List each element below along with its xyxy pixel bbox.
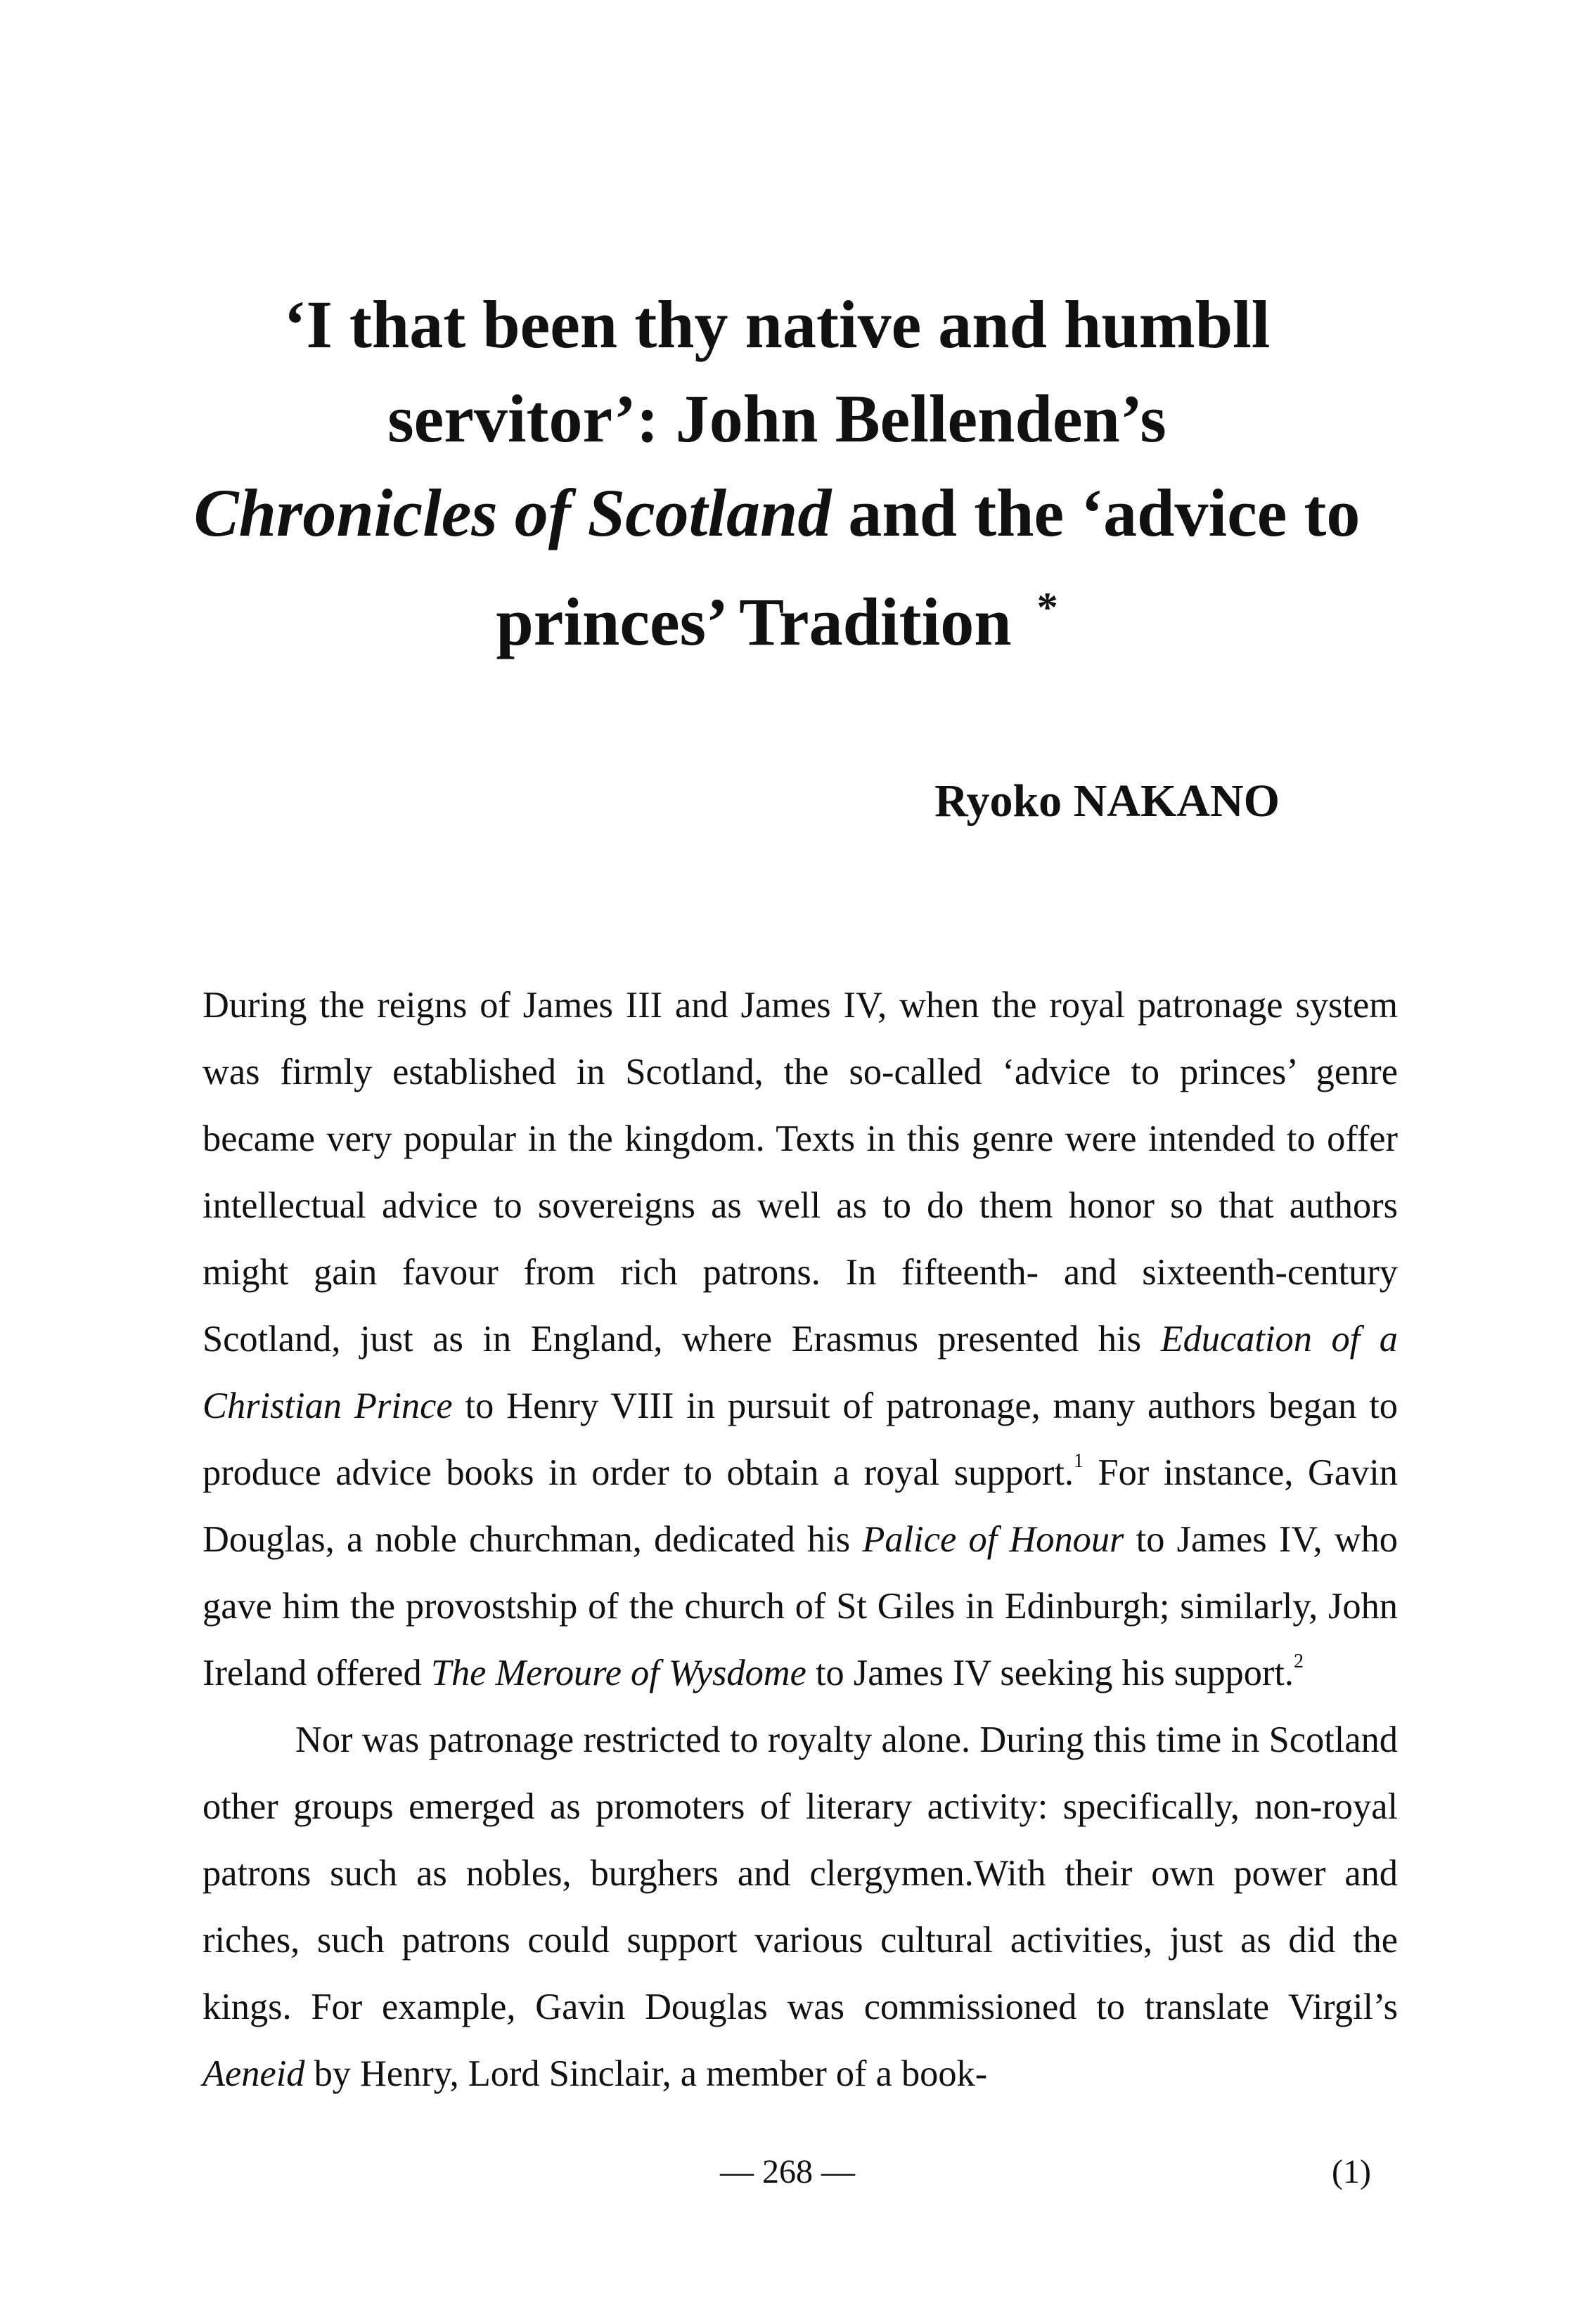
- body-text-run: to James IV seeking his support.: [806, 1653, 1294, 1693]
- body-text-run: to Henry VIII in pursuit of patronage, many authors began to produce advice books in order to obtain a royal support.: [202, 1386, 1398, 1493]
- italic-work-title: Palice of Honour: [862, 1519, 1124, 1560]
- body-paragraph: [202, 972, 1398, 1707]
- page-number: — 268 —: [720, 2153, 855, 2190]
- title-line-1: ‘I that been thy native and humbll: [283, 287, 1271, 362]
- title-line-4-text: princes’ Tradition: [496, 584, 1012, 659]
- body-text-run: During the reigns of James III and James IV, when the royal patronage system was firmly established in Scotland, the so-called ‘advice to princes’ genre became very popular in the kingdom. Texts in this genre were intended to offer intellectual advice to sovereigns as well as to do them honor so that authors might gain favour from rich patrons. In fifteenth- and sixteenth-century Scotland, just as in England, where Erasmus presented his: [202, 985, 1398, 1360]
- body-text-run: to James IV, who gave him the provostship of the church of St Giles in Edinburgh; similarly, John Ireland offered: [202, 1519, 1398, 1693]
- footnote-ref: 2: [1294, 1650, 1304, 1672]
- page-sequence-number: (1): [1332, 2153, 1371, 2190]
- author-name: Ryoko NAKANO: [934, 775, 1280, 827]
- body-text-run: For instance, Gavin Douglas, a noble churchman, dedicated his: [202, 1452, 1398, 1560]
- italic-work-title: Aeneid: [202, 2053, 305, 2094]
- title-line-3: [162, 466, 1392, 560]
- title-footnote-asterisk: *: [1036, 584, 1058, 631]
- italic-work-title: The Meroure of Wysdome: [430, 1653, 806, 1693]
- title-line-3-rest: and the ‘advice to: [831, 475, 1361, 550]
- body-paragraph: [202, 1707, 1398, 2107]
- title-line-2: servitor’: John Bellenden’s: [387, 381, 1166, 456]
- article-body: [202, 972, 1398, 2107]
- title-line-4: [162, 560, 1392, 669]
- footnote-ref: 1: [1074, 1450, 1084, 1472]
- article-title: [162, 278, 1392, 669]
- title-italic-work: Chronicles of Scotland: [193, 475, 832, 550]
- italic-work-title: Education of a Christian Prince: [202, 1319, 1398, 1426]
- body-text-run: by Henry, Lord Sinclair, a member of a book-: [304, 2053, 988, 2094]
- body-text-run: Nor was patronage restricted to royalty alone. During this time in Scotland other groups emerged as promoters of literary activity: specifically, non-royal patrons such as nobles, burghers and clergymen.With their own power and riches, such patrons could support various cultural activities, just as did the kings. For example, Gavin Douglas was commissioned to translate Virgil’s: [202, 1719, 1398, 2027]
